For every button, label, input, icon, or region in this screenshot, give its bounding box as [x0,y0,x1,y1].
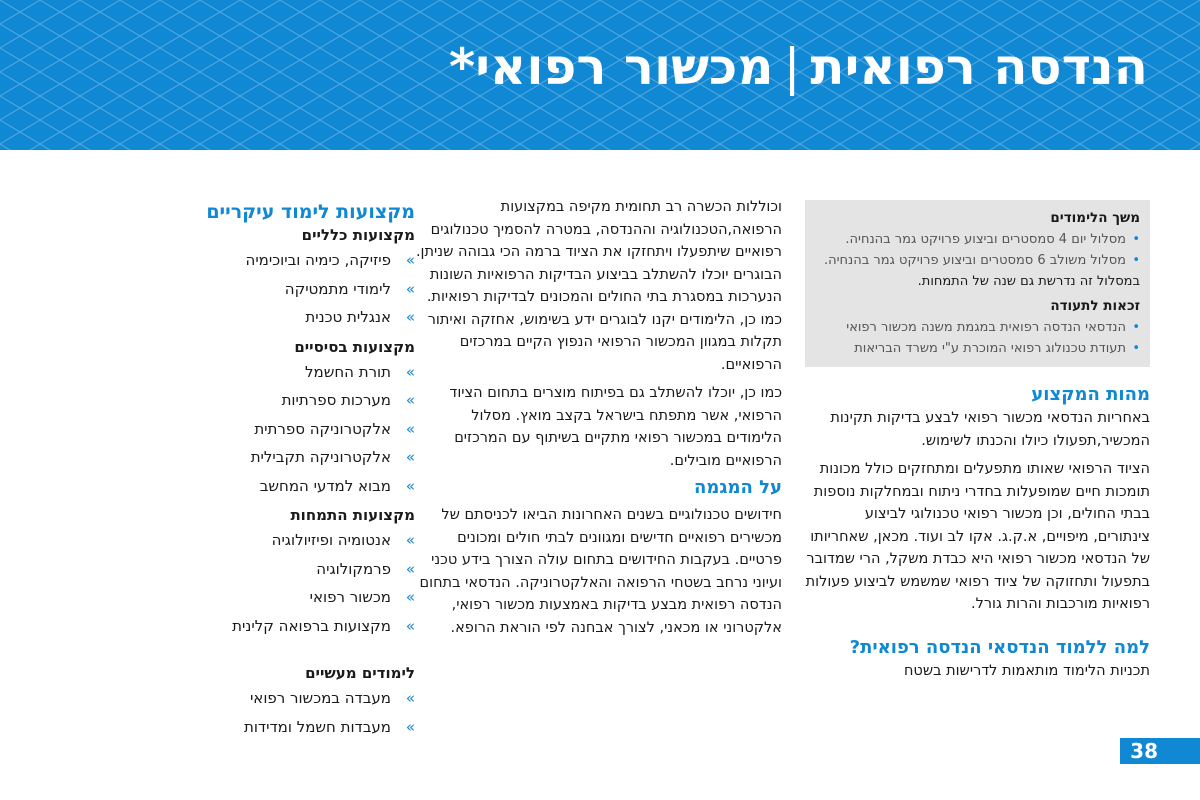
list-item: » מעבדה במכשור רפואי [85,684,415,713]
why-title: למה ללמוד הנדסאי הנדסה רפואית? [849,636,1150,658]
list-item: » אלקטרוניקה ספרתית [85,415,415,444]
certificate-title: זכאות לתעודה [1050,298,1140,314]
title-separator: | [783,38,801,96]
list-item: » תורת החשמל [85,358,415,387]
title-part-2: מכשור רפואי* [449,38,774,96]
subjects-title: מקצועות לימוד עיקריים [206,201,415,223]
list-item: • הנדסאי הנדסה רפואית במגמת משנה מכשור רפואי [815,317,1140,338]
list-item: » אנטומיה ופיזיולוגיה [85,526,415,555]
page-title [449,38,1148,96]
subjects-column [85,200,415,745]
list-item: » אנגלית טכנית [85,303,415,332]
header-banner [0,0,1200,150]
page-number-bar [1120,738,1200,764]
list-item: • מסלול יום 4 סמסטרים וביצוע פרויקט גמר בהנחיה. [815,229,1140,250]
trend-paragraph: חידושים טכנולוגיים בשנים האחרונות הביאו לכניסתם של מכשירים רפואיים חדישים ומגוונים לבתי חולים ומכונים פרטיים. בעקבות החידושים בתחום עולה הצורך בידע טכני ועיוני נרחב בשטחי הרפואה והאלקטרוניקה. הנדסאי בתחום הנדסה רפואית מבצע בדיקות באמצעות מכשור רפואי, אלקטרוני או מכאני, לצורך אבחנה לפי הוראת הרופא. [419,507,782,636]
essence-paragraph-1: באחריות הנדסאי מכשור רפואי לבצע בדיקות תקינות המכשיר,תפעולו כיולו והכנתו לשימוש. [830,410,1150,449]
why-paragraph: תכניות הלימוד מותאמות לדרישות בשטח [903,662,1150,679]
list-item: » מבוא למדעי המחשב [85,472,415,501]
middle-paragraph-2: כמו כן, יוכלו להשתלב גם בפיתוח מוצרים בתחום הציוד הרפואי, אשר מתפתח בישראל בקצב מואץ. מסלול הלימודים במכשור רפואי מתקיים בשיתוף עם המרכזים הרפואיים מובילים. [449,385,782,469]
list-item: » פיזיקה, כימיה וביוכימיה [85,246,415,275]
basic-subjects-title: מקצועות בסיסיים [294,337,415,356]
internship-note: במסלול זה נדרשת גם שנה של התמחות. [917,274,1140,289]
title-part-1: הנדסה רפואית [810,38,1148,96]
list-item: » מעבדות חשמל ומדידות [85,713,415,742]
general-subjects-title: מקצועות כלליים [301,226,415,244]
duration-title: משך הלימודים [1050,210,1140,226]
list-item: » פרמקולוגיה [85,555,415,584]
essence-paragraph-2: הציוד הרפואי שאותו מתפעלים ומתחזקים כולל מכונות תומכות חיים שמופעלות בחדרי ניתוח ובמחלקות נוספות בבתי החולים, וכן מכשור רפואי טכנולוגי לביצוע צינתורים, מיפויים, א.ק.ג. אקו לב ועוד. מכאן, שאחריותו של הנדסאי מכשור רפואי היא כבדת משקל, הרי שמדובר בתפעול ותחזוקה של ציוד רפואי שמשמש לביצוע פעולות רפואיות מורכבות והרות גורל. [805,461,1150,612]
list-item: » לימודי מתמטיקה [85,275,415,304]
list-item: » אלקטרוניקה תקבילית [85,443,415,472]
certificate-list [815,317,1140,359]
specialization-subjects-list [85,526,415,640]
trend-title: על המגמה [694,477,782,498]
basic-subjects-list [85,358,415,501]
list-item: • תעודת טכנולוג רפואי המוכרת ע"י משרד הבריאות [815,338,1140,359]
list-item: • מסלול משולב 6 סמסטרים וביצוע פרויקט גמר בהנחיה. [815,250,1140,271]
list-item: » מקצועות ברפואה קלינית [85,612,415,641]
page-number: 38 [1130,739,1158,763]
practical-studies-list [85,684,415,741]
specialization-subjects-title: מקצועות התמחות [290,506,415,524]
list-item: » מכשור רפואי [85,583,415,612]
info-column [805,200,1150,682]
study-info-box [805,200,1150,367]
middle-column [414,196,782,639]
general-subjects-list [85,246,415,332]
practical-studies-title: לימודים מעשיים [305,664,415,682]
essence-title: מהות המקצוע [1031,384,1150,405]
duration-list [815,229,1140,271]
list-item: » מערכות ספרתיות [85,386,415,415]
middle-paragraph-1: וכוללות הכשרה רב תחומית מקיפה במקצועות הרפואה,הטכנולוגיה וההנדסה, במטרה להסמיך טכנולוגים רפואיים שיתפעלו ויתחזקו את הציוד ברמה הכי גבוהה שניתן. הבוגרים יוכלו להשתלב בביצוע הבדיקות הרפואיות השונות הנערכות במסגרת בתי החולים והמכונים לבדיקות רפואיות. כמו כן, הלימודים יקנו לבוגרים ידע בשימוש, אחזקה ואיתור תקלות במגוון המכשור הרפואי הנפוץ הקיים במרכזים הרפואיים. [415,199,782,373]
